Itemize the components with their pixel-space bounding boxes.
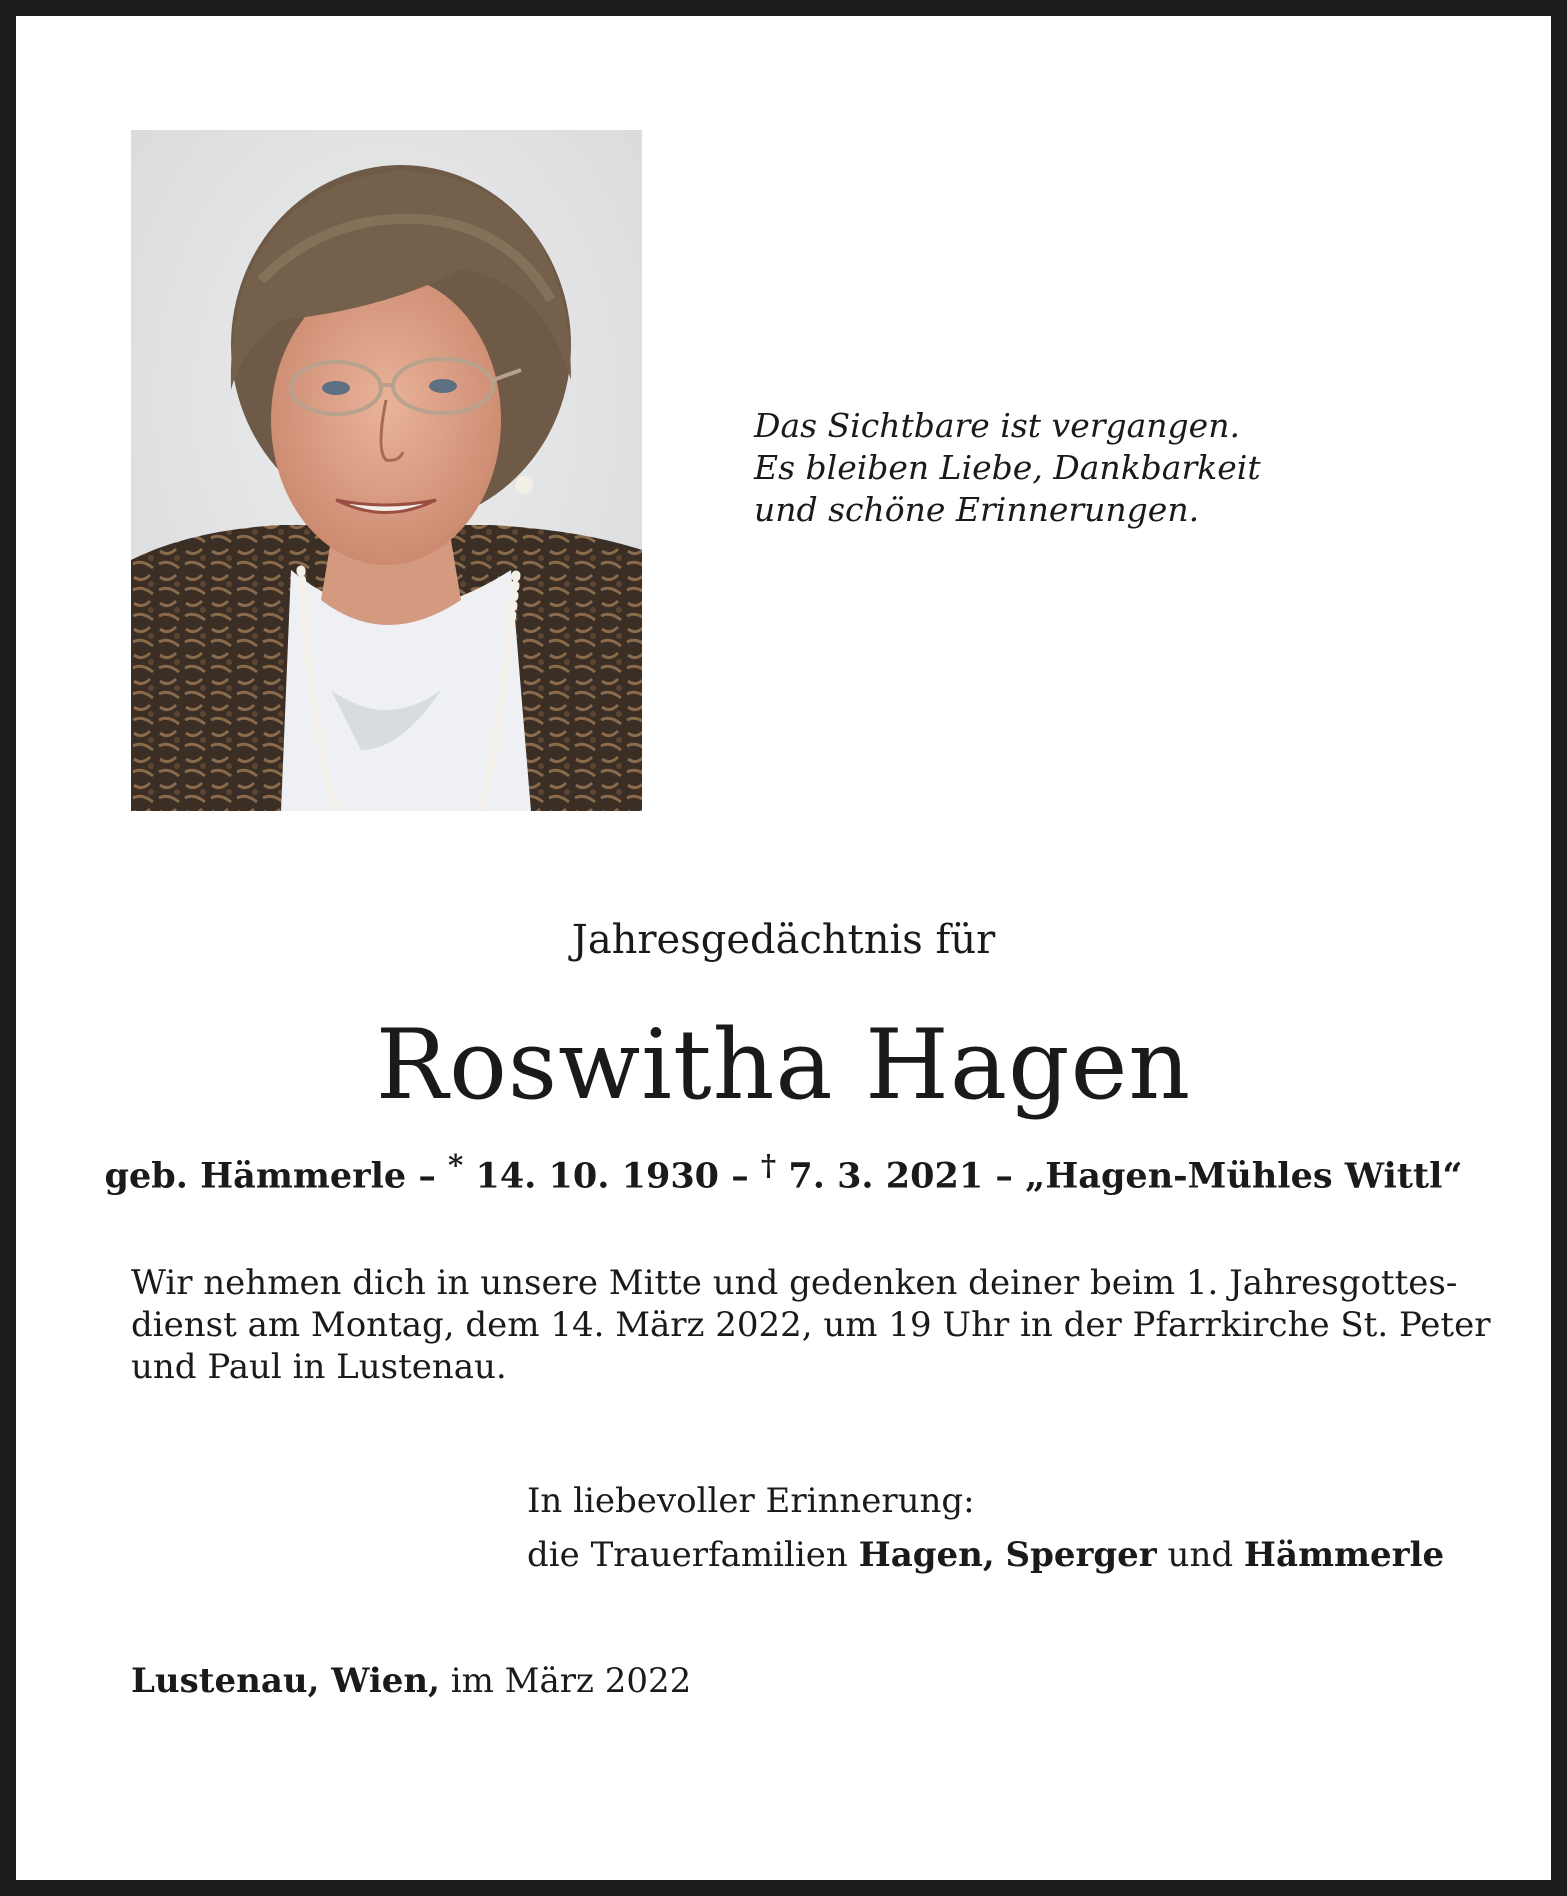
date-text: im März 2022 — [439, 1661, 692, 1701]
announcement-line: Wir nehmen dich in unsere Mitte und gedenken deiner beim 1. Jahresgottes- — [131, 1263, 1458, 1303]
portrait-photo — [131, 130, 642, 811]
birth-date: 14. 10. 1930 — [463, 1155, 720, 1197]
service-announcement — [131, 1262, 1491, 1388]
maiden-name: geb. Hämmerle — [104, 1155, 407, 1197]
birth-symbol: * — [448, 1148, 464, 1182]
quote-line: Es bleiben Liebe, Dankbarkeit — [754, 448, 1261, 487]
closing-line: In liebevoller Erinnerung: — [527, 1481, 975, 1521]
families-line: die Trauerfamilien Hagen, Sperger und Hämmerle — [527, 1535, 1445, 1575]
announcement-line: und Paul in Lustenau. — [131, 1347, 507, 1387]
life-dates: geb. Hämmerle – * 14. 10. 1930 – † 7. 3. 2021 – „Hagen-Mühles Wittl“ — [104, 1148, 1463, 1197]
announcement-line: dienst am Montag, dem 14. März 2022, um 19 Uhr in der Pfarrkirche St. Peter — [131, 1305, 1491, 1345]
place-names: Lustenau, Wien, — [131, 1661, 440, 1701]
family-name: Sperger — [1005, 1535, 1157, 1575]
quote-line: Das Sichtbare ist vergangen. — [754, 406, 1240, 445]
closing-signature — [527, 1474, 1487, 1582]
family-name: Hagen, — [858, 1535, 995, 1575]
deceased-name: Roswitha Hagen — [375, 1009, 1192, 1121]
family-name: Hämmerle — [1243, 1535, 1445, 1575]
memorial-quote — [754, 405, 1454, 531]
death-date: 7. 3. 2021 — [776, 1155, 984, 1197]
quote-line: und schöne Erinnerungen. — [754, 490, 1200, 529]
memorial-intro: Jahresgedächtnis für — [571, 917, 996, 963]
nickname: „Hagen-Mühles Wittl“ — [1025, 1155, 1463, 1197]
death-symbol: † — [760, 1148, 777, 1182]
place-and-date — [131, 1655, 1031, 1707]
